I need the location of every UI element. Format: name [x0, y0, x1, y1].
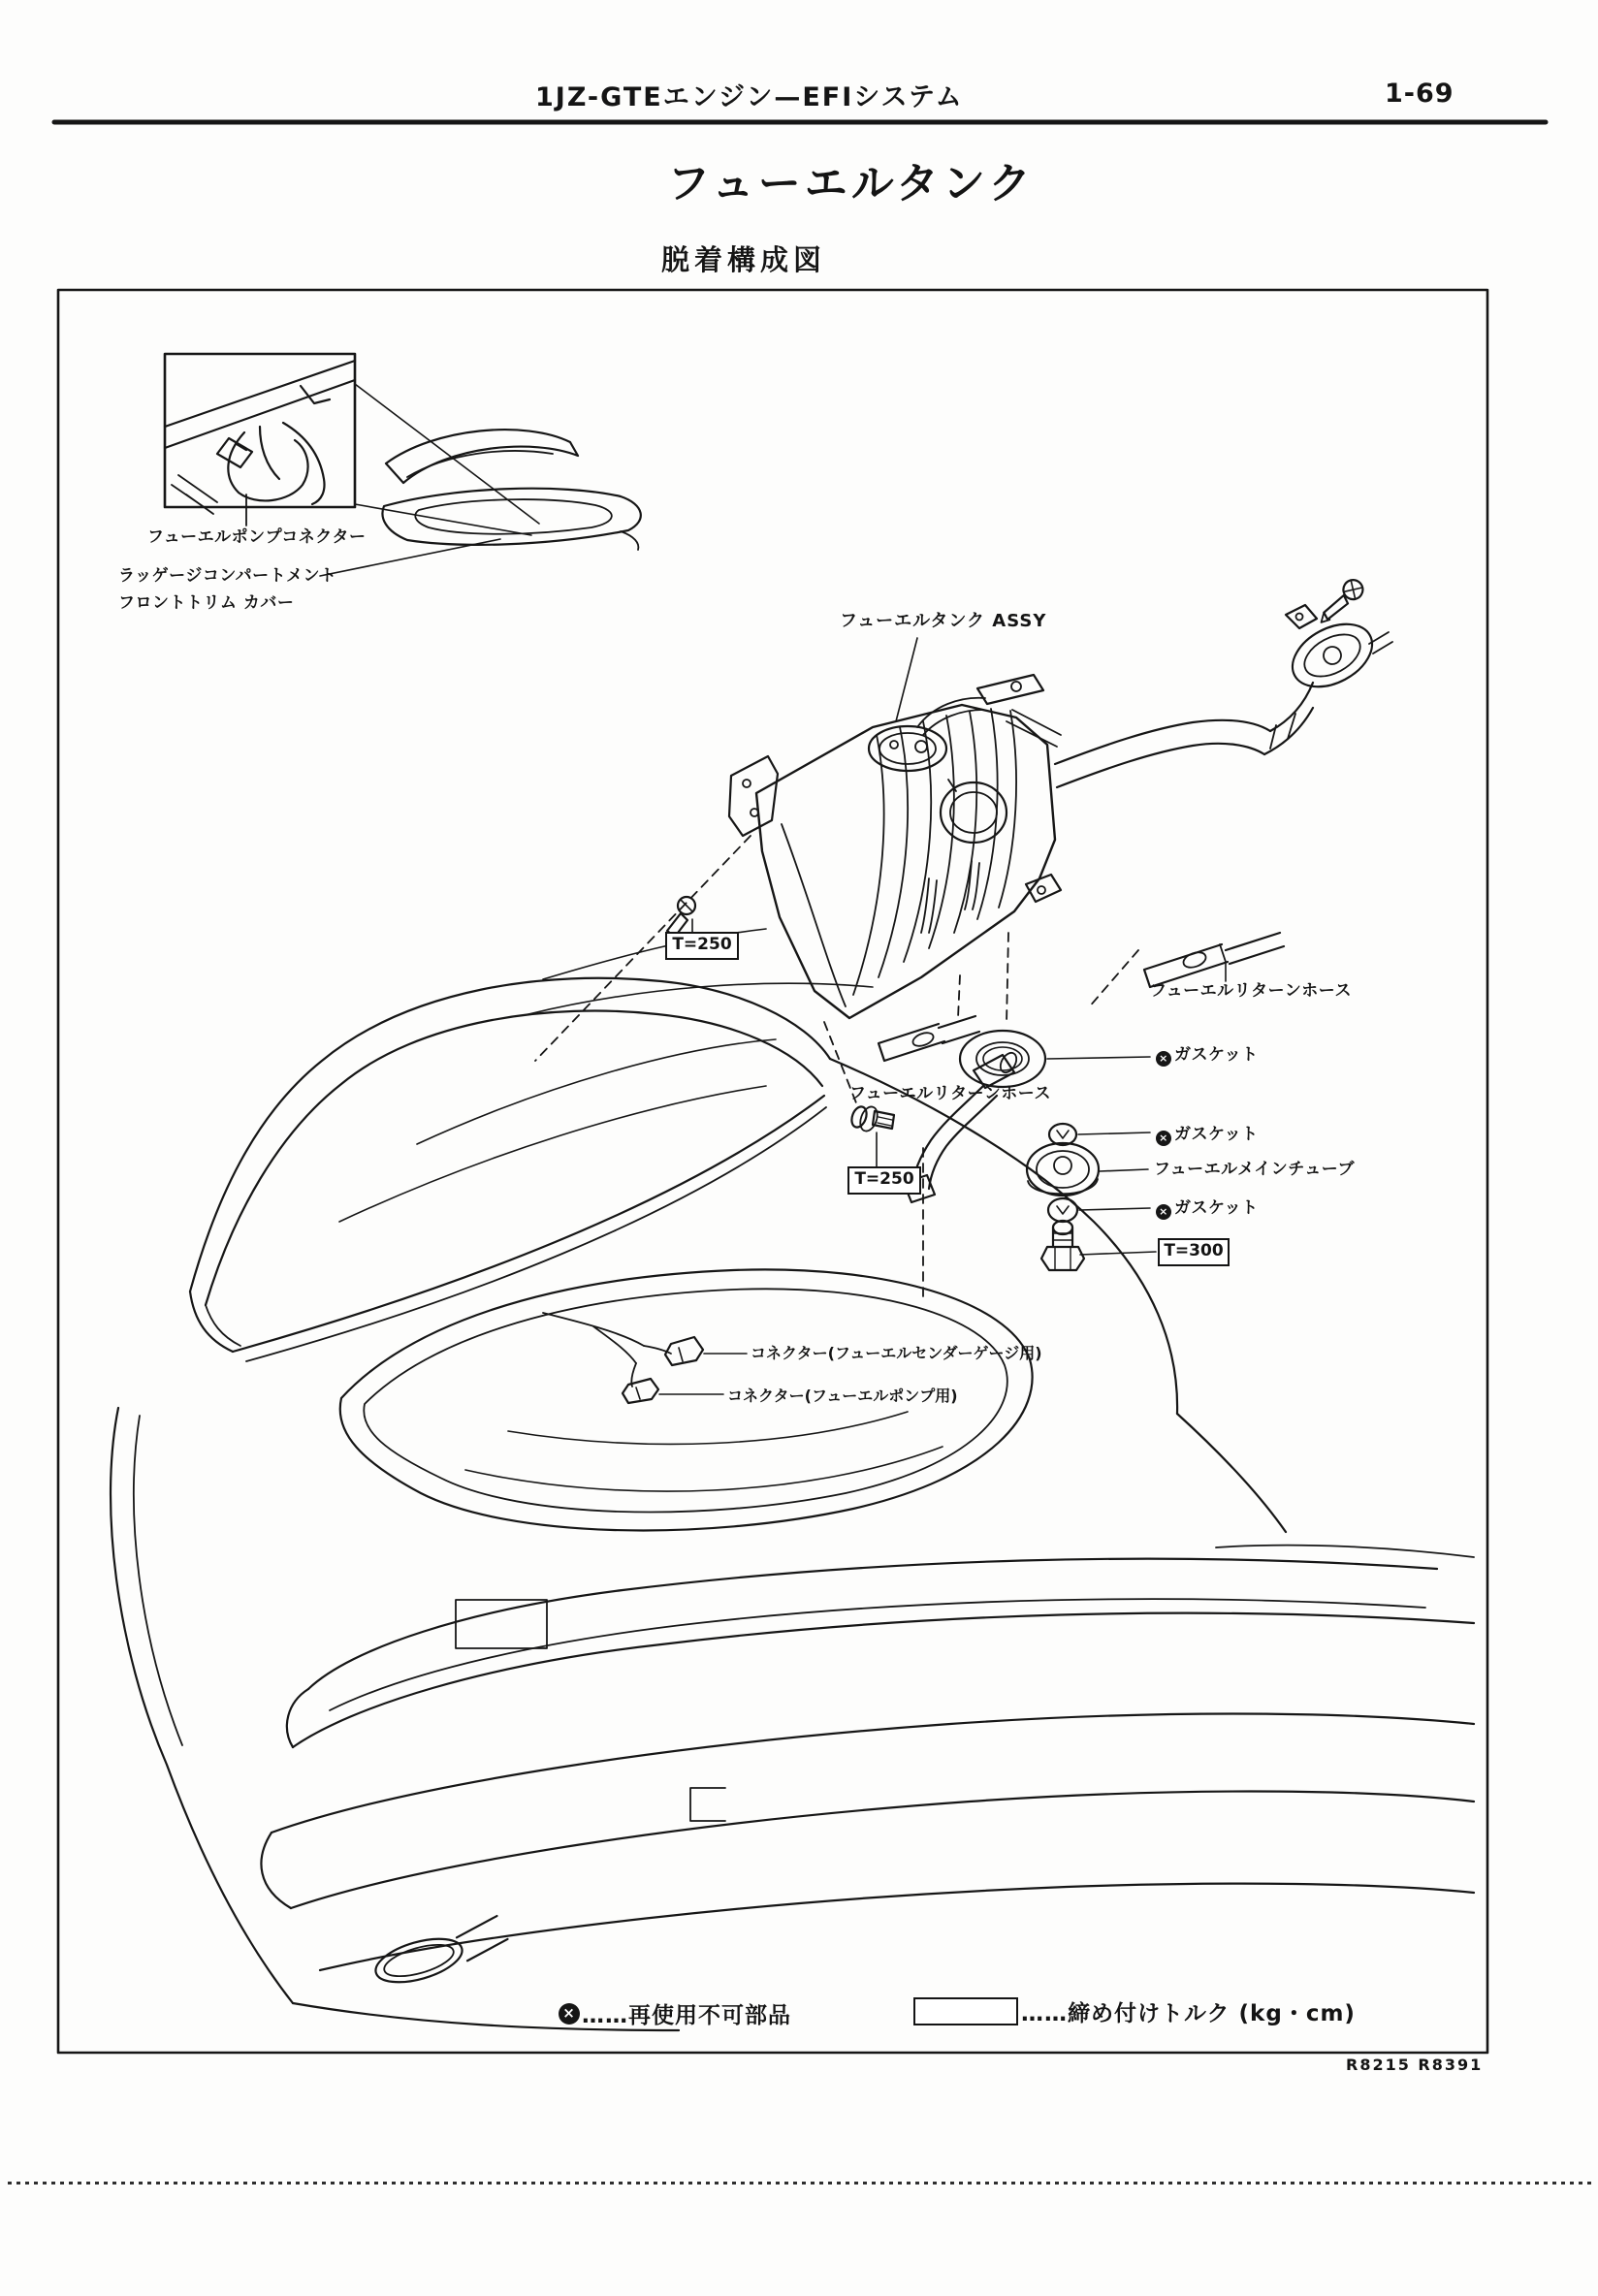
label-tank-assy: フューエルタンク ASSY — [840, 611, 1047, 631]
main-tube-drawing — [904, 1050, 1148, 1202]
label-main-tube: フューエルメインチューブ — [1154, 1160, 1355, 1179]
taillight-band — [287, 1546, 1474, 1821]
nonreusable-icon: × — [559, 2003, 580, 2025]
label-front-trim-cover: フロントトリム カバー — [118, 593, 295, 613]
car-rear-drawing — [111, 978, 1474, 2030]
nonreusable-icon: × — [1156, 1204, 1171, 1220]
mount-bracket-left — [729, 756, 778, 836]
page-title: フューエルタンク — [667, 159, 1036, 208]
torque-box-t250-left: T=250 — [665, 932, 739, 960]
legend-torque: ……締め付けトルク (kg・cm) — [913, 1995, 1356, 2027]
label-gasket-bottom: × ガスケット — [1156, 1198, 1259, 1220]
gasket-ring-small-2 — [1048, 1198, 1150, 1222]
bolt-mid — [849, 1104, 894, 1166]
label-gasket-mid: × ガスケット — [1156, 1125, 1259, 1146]
bolt-left — [667, 897, 695, 937]
label-connector-pump: コネクター(フューエルポンプ用) — [727, 1387, 958, 1405]
label-return-hose-right: フューエルリターンホース — [1150, 981, 1352, 1001]
gasket-ring-small-1 — [1049, 1124, 1150, 1145]
label-return-hose-mid: フューエルリターンホース — [849, 1084, 1051, 1103]
label-connector-sender: コネクター(フューエルセンダーゲージ用) — [751, 1344, 1042, 1362]
label-luggage-compartment: ラッゲージコンパートメント — [118, 566, 337, 586]
page-header: 1JZ-GTEエンジン—EFIシステム — [535, 82, 964, 112]
fuel-tank — [729, 675, 1061, 1018]
legend-nonreusable: × ……再使用不可部品 — [559, 1997, 791, 2029]
filler-neck — [1055, 605, 1392, 787]
bumper — [261, 1714, 1474, 1971]
label-fuel-pump-connector: フューエルポンプコネクター — [147, 527, 367, 547]
tank-assy-leader — [896, 638, 917, 721]
exhaust-tip — [370, 1915, 512, 1991]
nonreusable-icon: × — [1156, 1131, 1171, 1146]
torque-box-t250-mid: T=250 — [847, 1166, 921, 1195]
harness-connectors — [543, 1313, 747, 1403]
torque-box-icon — [913, 1997, 1018, 2025]
pump-flange — [869, 675, 1043, 771]
nonreusable-icon: × — [1156, 1051, 1171, 1067]
page-subtitle: 脱着構成図 — [661, 243, 827, 276]
bottom-dotted-rule — [8, 2182, 1592, 2184]
label-gasket-top: × ガスケット — [1156, 1045, 1259, 1067]
dashed-leaders — [535, 836, 923, 1301]
inset-box — [165, 354, 355, 514]
torque-box-t300: T=300 — [1158, 1238, 1230, 1266]
figure-refs: R8215 R8391 — [1346, 2056, 1484, 2074]
gasket-ring-large — [960, 933, 1150, 1087]
page-number: 1-69 — [1385, 79, 1454, 109]
